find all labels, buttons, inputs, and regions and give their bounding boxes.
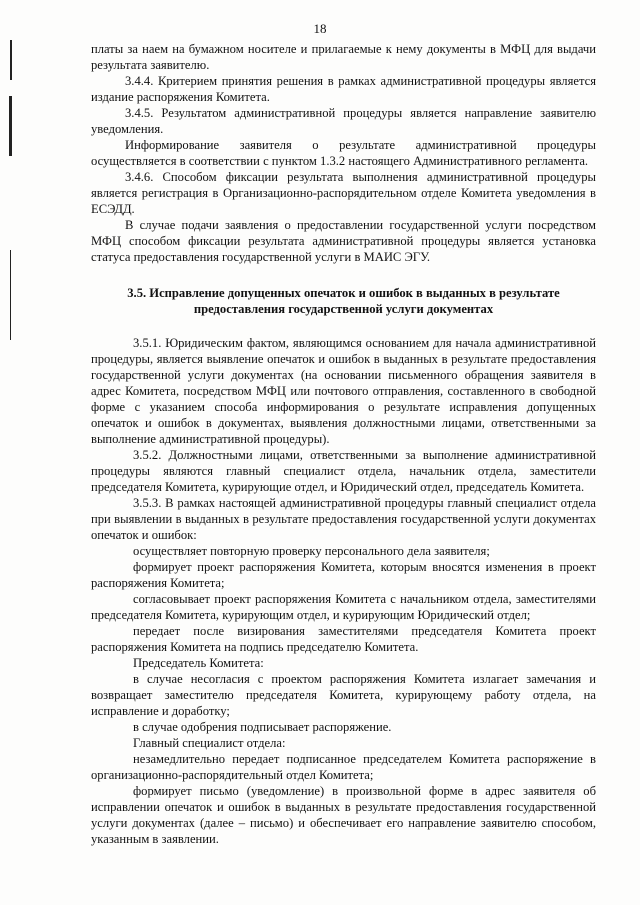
section-title: 3.5. Исправление допущенных опечаток и ошибок в выданных в результате предоставления государственной услуги документах: [127, 286, 560, 316]
page-number: 18: [313, 21, 327, 36]
paragraph: 3.5.3. В рамках настоящей административной процедуры главный специалист отдела при выявлении в выданных в результате предоставления государственной услуги документах опечаток и ошибок:: [91, 496, 596, 542]
list-item: согласовывает проект распоряжения Комитета с начальником отдела, заместителями председателя Комитета, курирующим отдел, и курирующим Юридический отдел;: [91, 592, 596, 622]
paragraph: платы за наем на бумажном носителе и прилагаемые к нему документы в МФЦ для выдачи результата заявителю.: [91, 42, 596, 72]
list-item: формирует письмо (уведомление) в произвольной форме в адрес заявителя об исправлении опечаток и ошибок в выданных в результате предоставления государственной услуги документах (далее – письмо) и обеспечивает его направление заявителю способом, указанным в заявлении.: [91, 784, 596, 846]
margin-mark-bold: [9, 96, 12, 156]
paragraph: 3.4.5. Результатом административной процедуры является направление заявителю уведомления.: [91, 106, 596, 136]
list-item: в случае одобрения подписывает распоряжение.: [133, 720, 392, 734]
list-item: в случае несогласия с проектом распоряжения Комитета излагает замечания и возвращает заместителю председателя Комитета, курирующему работу отдела, на исправление и доработку;: [91, 672, 596, 718]
paragraph: Главный специалист отдела:: [133, 736, 286, 750]
paragraph: В случае подачи заявления о предоставлении государственной услуги посредством МФЦ способом фиксации результата административной процедуры является установка статуса предоставления государственной услуги в МАИС ЭГУ.: [91, 218, 596, 264]
paragraph: 3.4.4. Критерием принятия решения в рамках административной процедуры является издание распоряжения Комитета.: [91, 74, 596, 104]
paragraph: Председатель Комитета:: [133, 656, 264, 670]
paragraph: 3.5.1. Юридическим фактом, являющимся основанием для начала административной процедуры, является выявление опечаток и ошибок в выданных в результате предоставления государственной услуги документах (на основании письменного обращения заявителя в адрес Комитета, посредством МФЦ или почтового отправления, составленного в свободной форме с указанием способа информирования о результате исправления допущенных опечаток и ошибок в документах, выявления должностными лицами, ответственными за выполнение административной процедуры).: [91, 336, 596, 446]
document-body: [91, 41, 596, 847]
paragraph: 3.4.6. Способом фиксации результата выполнения административной процедуры является регистрация в Организационно-распорядительном отделе Комитета уведомления в ЕСЭДД.: [91, 170, 596, 216]
list-item: формирует проект распоряжения Комитета, которым вносятся изменения в проект распоряжения Комитета;: [91, 560, 596, 590]
list-item: незамедлительно передает подписанное председателем Комитета распоряжение в организационно-распорядительный отдел Комитета;: [91, 752, 596, 782]
margin-mark-mid: [10, 250, 11, 340]
list-item: передает после визирования заместителями председателя Комитета проект распоряжения Комитета на подпись председателю Комитета.: [91, 624, 596, 654]
list-item: осуществляет повторную проверку персонального дела заявителя;: [133, 544, 490, 558]
margin-mark-top: [10, 40, 12, 80]
paragraph: 3.5.2. Должностными лицами, ответственными за выполнение административной процедуры являются главный специалист отдела, начальник отдела, заместители председателя Комитета, курирующие отдел, и Юридический отдел, председатель Комитета.: [91, 448, 596, 494]
paragraph: Информирование заявителя о результате административной процедуры осуществляется в соответствии с пунктом 1.3.2 настоящего Административного регламента.: [91, 138, 596, 168]
